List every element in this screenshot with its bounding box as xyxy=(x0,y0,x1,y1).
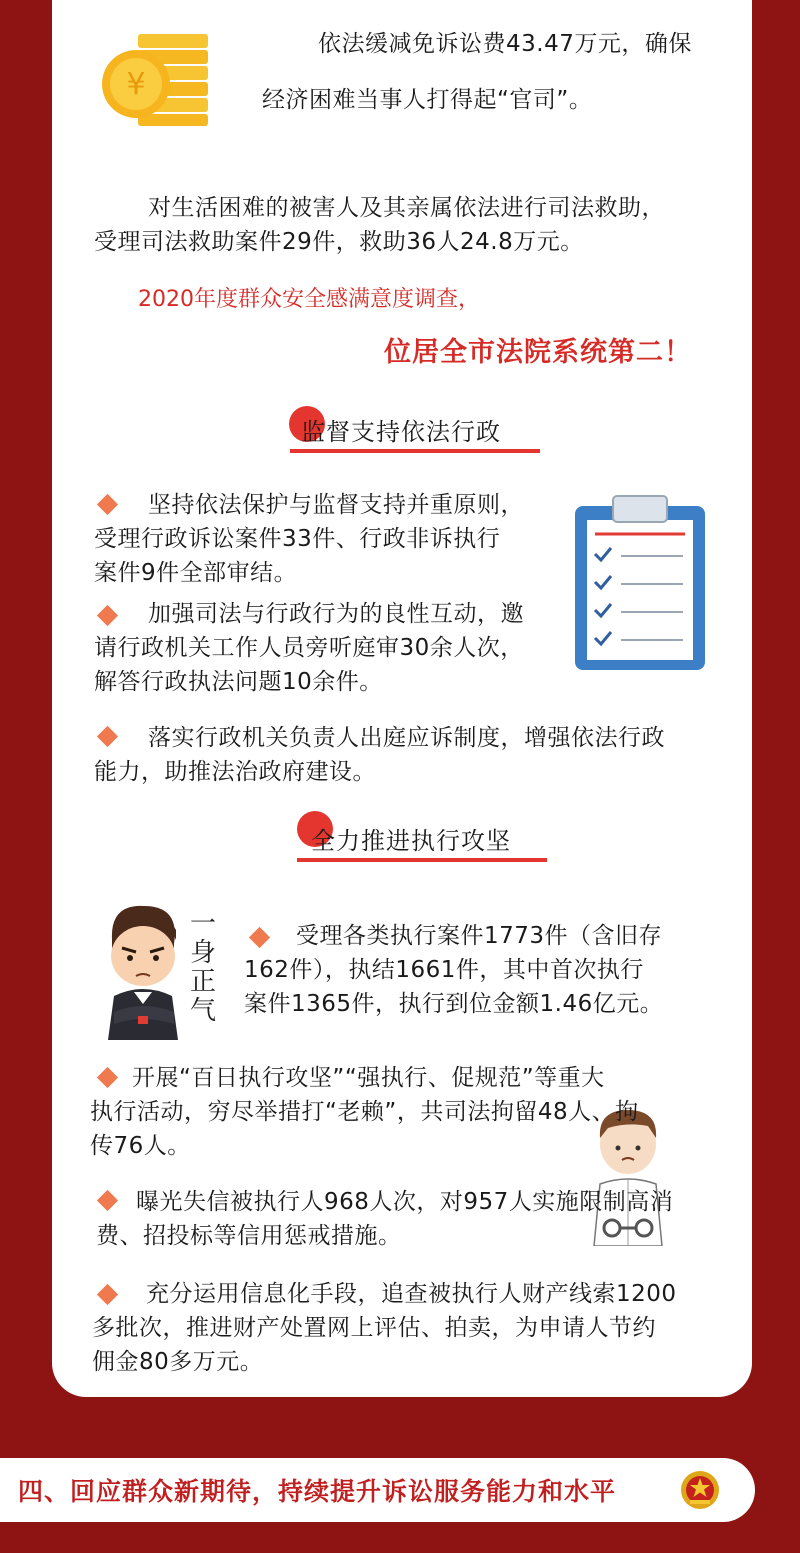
badge-char: 身 xyxy=(189,938,216,968)
badge-char: 气 xyxy=(189,996,216,1026)
exec-item-2-line2: 执行活动，穷尽举措打“老赖”，共司法拘留48人、拘 xyxy=(90,1099,639,1125)
relief-text-line2: 受理司法救助案件29件，救助36人24.8万元。 xyxy=(94,229,584,255)
relief-text-line1: 对生活困难的被害人及其亲属依法进行司法救助， xyxy=(148,195,665,221)
exec-item-4-line3: 佣金80多万元。 xyxy=(92,1349,264,1375)
survey-text: 2020年度群众安全感满意度调查， xyxy=(138,287,480,312)
section-title-exec: 全力推进执行攻坚 xyxy=(311,827,511,855)
exec-item-1-line1: 受理各类执行案件1773件（含旧存 xyxy=(296,923,663,949)
court-emblem-icon xyxy=(680,1469,720,1511)
exec-item-4-line1: 充分运用信息化手段，追查被执行人财产线索1200 xyxy=(146,1281,677,1307)
admin-item-3-line2: 能力，助推法治政府建设。 xyxy=(94,759,376,785)
section-title-admin: 监督支持依法行政 xyxy=(301,418,501,446)
clipboard-checklist-icon xyxy=(573,494,707,672)
badge-text xyxy=(188,910,218,1026)
exec-item-1-line3: 案件1365件，执行到位金额1.46亿元。 xyxy=(244,991,664,1017)
admin-item-1-line1: 坚持依法保护与监督支持并重原则， xyxy=(148,492,524,518)
coin-text-line2: 经济困难当事人打得起“官司”。 xyxy=(262,87,593,113)
badge-char: 一 xyxy=(189,909,216,939)
admin-item-2-line2: 请行政机关工作人员旁听庭审30余人次， xyxy=(94,635,524,661)
admin-item-3-line1: 落实行政机关负责人出庭应诉制度，增强依法行政 xyxy=(148,725,665,751)
exec-item-3-line2: 费、招投标等信用惩戒措施。 xyxy=(96,1223,402,1249)
exec-item-4-line2: 多批次，推进财产处置网上评估、拍卖，为申请人节约 xyxy=(92,1315,656,1341)
section-underline xyxy=(290,449,540,453)
admin-item-1-line3: 案件9件全部审结。 xyxy=(94,560,298,586)
survey-result-text: 位居全市法院系统第二！ xyxy=(384,337,692,368)
coin-stack-icon xyxy=(98,28,214,128)
coin-text-line1: 依法缓减免诉讼费43.47万元，确保 xyxy=(318,31,692,57)
admin-item-2-line1: 加强司法与行政行为的良性互动，邀 xyxy=(148,601,524,627)
exec-item-3-line1: 曝光失信被执行人968人次，对957人实施限制高消 xyxy=(136,1189,674,1215)
exec-item-1-line2: 162件），执结1661件，其中首次执行 xyxy=(244,957,644,983)
admin-item-2-line3: 解答行政执法问题10余件。 xyxy=(94,669,383,695)
exec-item-2-line3: 传76人。 xyxy=(90,1133,191,1159)
badge-char: 正 xyxy=(189,967,216,997)
section-underline xyxy=(297,858,547,862)
admin-item-1-line2: 受理行政诉讼案件33件、行政非诉执行 xyxy=(94,526,501,552)
judge-cartoon-icon xyxy=(94,900,190,1040)
banner-title: 四、回应群众新期待，持续提升诉讼服务能力和水平 xyxy=(18,1477,617,1506)
exec-item-2-line1: 开展“百日执行攻坚”“强执行、促规范”等重大 xyxy=(132,1065,605,1091)
svg-text:¥: ¥ xyxy=(126,67,146,102)
